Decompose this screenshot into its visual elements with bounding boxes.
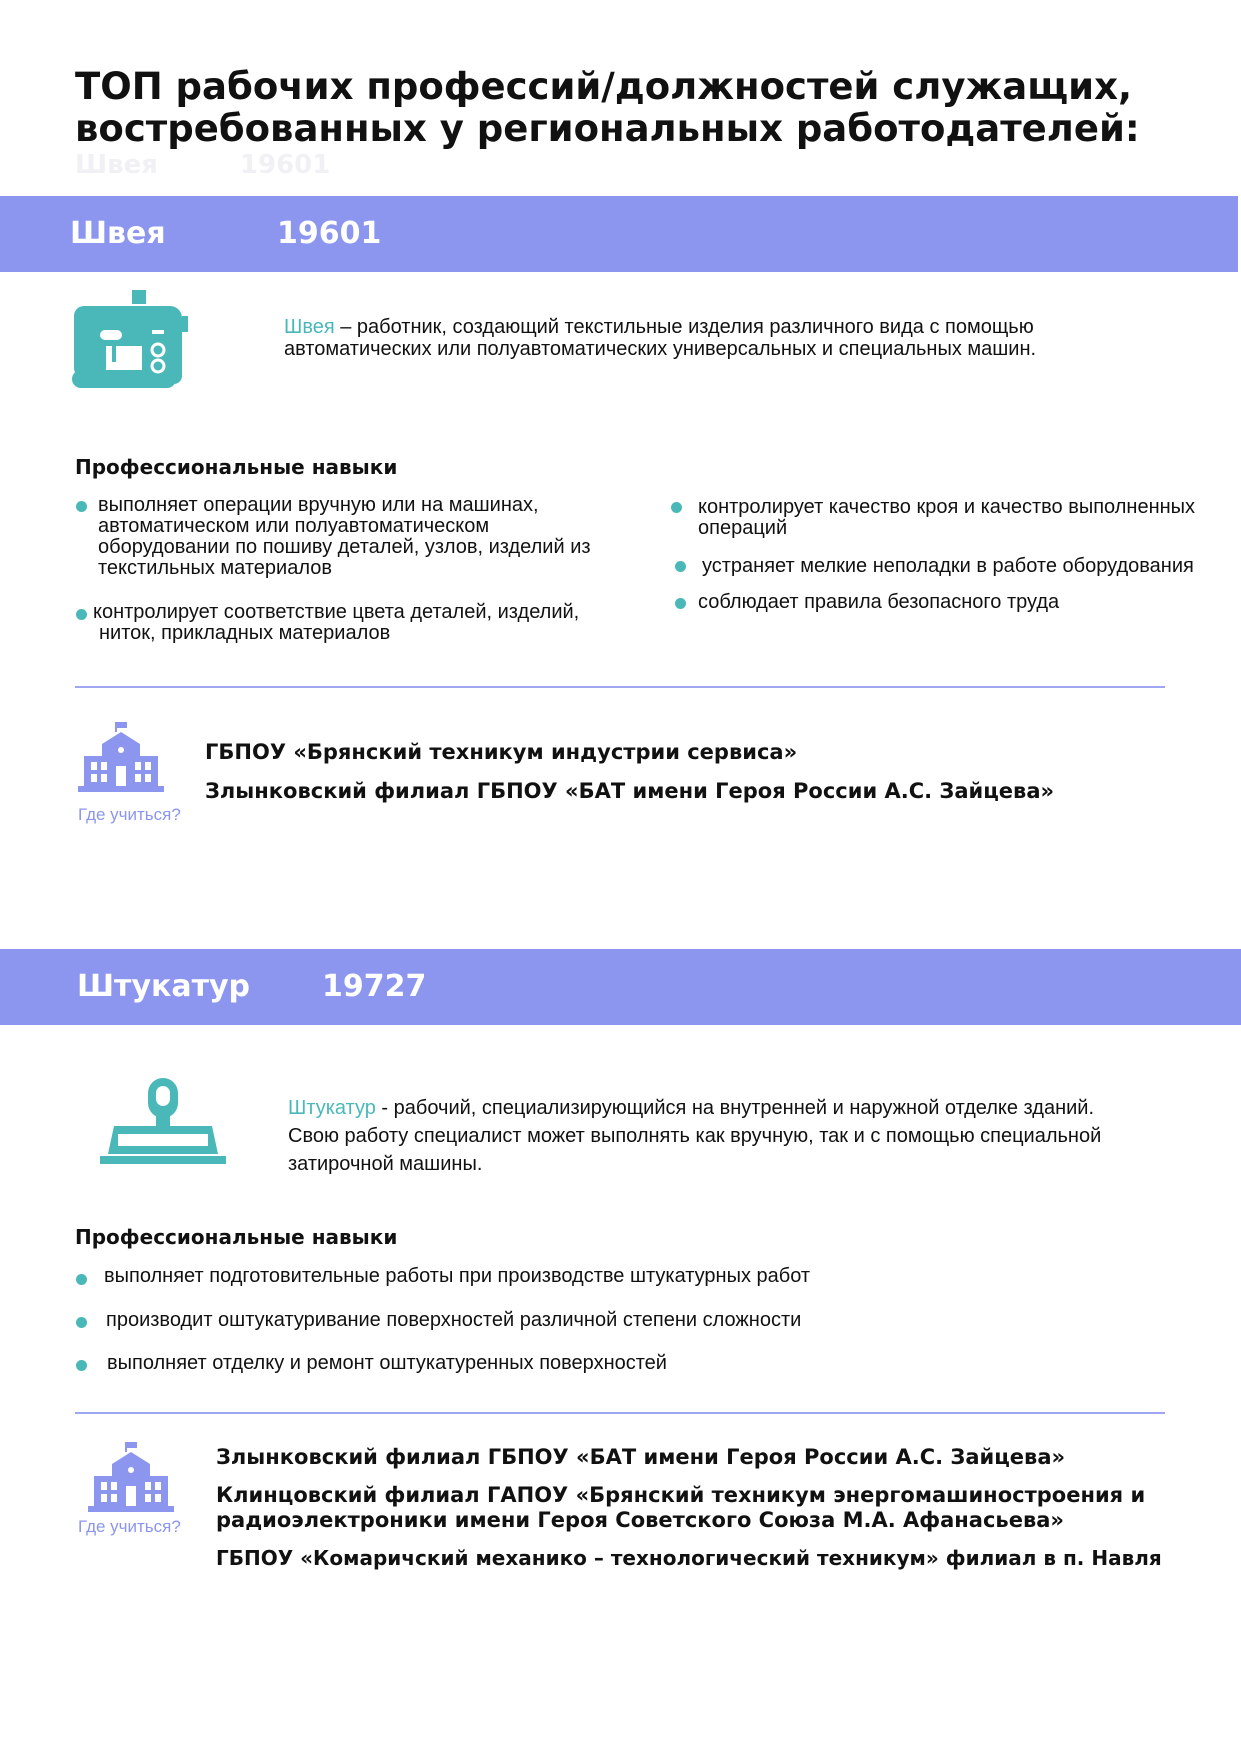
skill-item: контролирует качество кроя и качество выполненных операций — [698, 496, 1196, 539]
profession-description-1: Швея – работник, создающий текстильные изделия различного вида с помощью автоматических или полуавтоматических универсальных и специальных машин. — [284, 316, 1037, 360]
skill-item: производит оштукатуривание поверхностей различной степени сложности — [106, 1309, 802, 1331]
ghost-name: Швея — [75, 150, 158, 180]
bullet-dot — [76, 1274, 87, 1285]
bullet-dot — [675, 561, 686, 572]
ghost-code: 19601 — [239, 150, 331, 180]
profession-code: 19727 — [322, 969, 427, 1004]
profession-name: Швея — [70, 216, 166, 251]
bullet-dot — [76, 609, 87, 620]
skill-item: контролирует соответствие цвета деталей, изделий, ниток, прикладных материалов — [93, 601, 580, 644]
bullet-dot — [671, 502, 682, 513]
school-item: Злынковский филиал ГБПОУ «БАТ имени Героя России А.С. Зайцева» — [216, 1445, 1066, 1469]
skills-heading-2: Профессиональные навыки — [75, 1225, 398, 1249]
profession-band-2 — [0, 949, 1241, 1025]
ghost-heading — [75, 150, 412, 180]
bullet-dot — [76, 501, 87, 512]
profession-band-1 — [0, 196, 1238, 272]
school-item: Злынковский филиал ГБПОУ «БАТ имени Героя России А.С. Зайцева» — [205, 779, 1055, 803]
school-building-icon — [88, 1442, 174, 1514]
page-title — [75, 66, 1175, 150]
where-to-study-label: Где учиться? — [78, 805, 181, 824]
skill-item: выполняет подготовительные работы при производстве штукатурных работ — [104, 1265, 811, 1287]
skill-item: устраняет мелкие неполадки в работе оборудования — [702, 555, 1194, 577]
bullet-dot — [76, 1360, 87, 1371]
skill-item: соблюдает правила безопасного труда — [698, 591, 1060, 613]
school-item: ГБПОУ «Брянский техникум индустрии сервиса» — [205, 740, 798, 764]
school-building-icon — [78, 722, 164, 794]
school-item: ГБПОУ «Комаричский механико – технологический техникум» филиал в п. Навля — [216, 1546, 1162, 1570]
page-title-line-2: востребованных у региональных работодателей: — [75, 107, 1140, 150]
bullet-dot — [675, 598, 686, 609]
profession-term: Швея — [284, 316, 335, 338]
bullet-dot — [76, 1317, 87, 1328]
sewing-machine-icon — [72, 290, 190, 398]
skills-heading-1: Профессиональные навыки — [75, 455, 398, 479]
profession-name: Штукатур — [77, 969, 251, 1004]
school-item: Клинцовский филиал ГАПОУ «Брянский техникум энергомашиностроения и — [216, 1483, 1146, 1507]
skill-item: выполняет операции вручную или на машинах, автоматическом или полуавтоматическом оборудовании по пошиву деталей, узлов, изделий из текстильных материалов — [98, 494, 591, 579]
section-divider — [75, 1412, 1165, 1414]
school-item: радиоэлектроники имени Героя Советского Союза М.А. Афанасьева» — [216, 1508, 1064, 1532]
plaster-spatula-icon — [100, 1078, 228, 1166]
profession-code: 19601 — [277, 216, 382, 251]
profession-term: Штукатур — [288, 1097, 376, 1119]
where-to-study-label: Где учиться? — [78, 1517, 181, 1536]
skill-item: выполняет отделку и ремонт оштукатуренных поверхностей — [107, 1352, 667, 1374]
section-divider — [75, 686, 1165, 688]
page-title-line-1: ТОП рабочих профессий/должностей служащих, — [75, 65, 1132, 108]
profession-description-2: Штукатур - рабочий, специализирующийся на внутренней и наружной отделке зданий. Свою работу специалист может выполнять как вручную, так и с помощью специальной затирочной машины. — [288, 1097, 1102, 1175]
